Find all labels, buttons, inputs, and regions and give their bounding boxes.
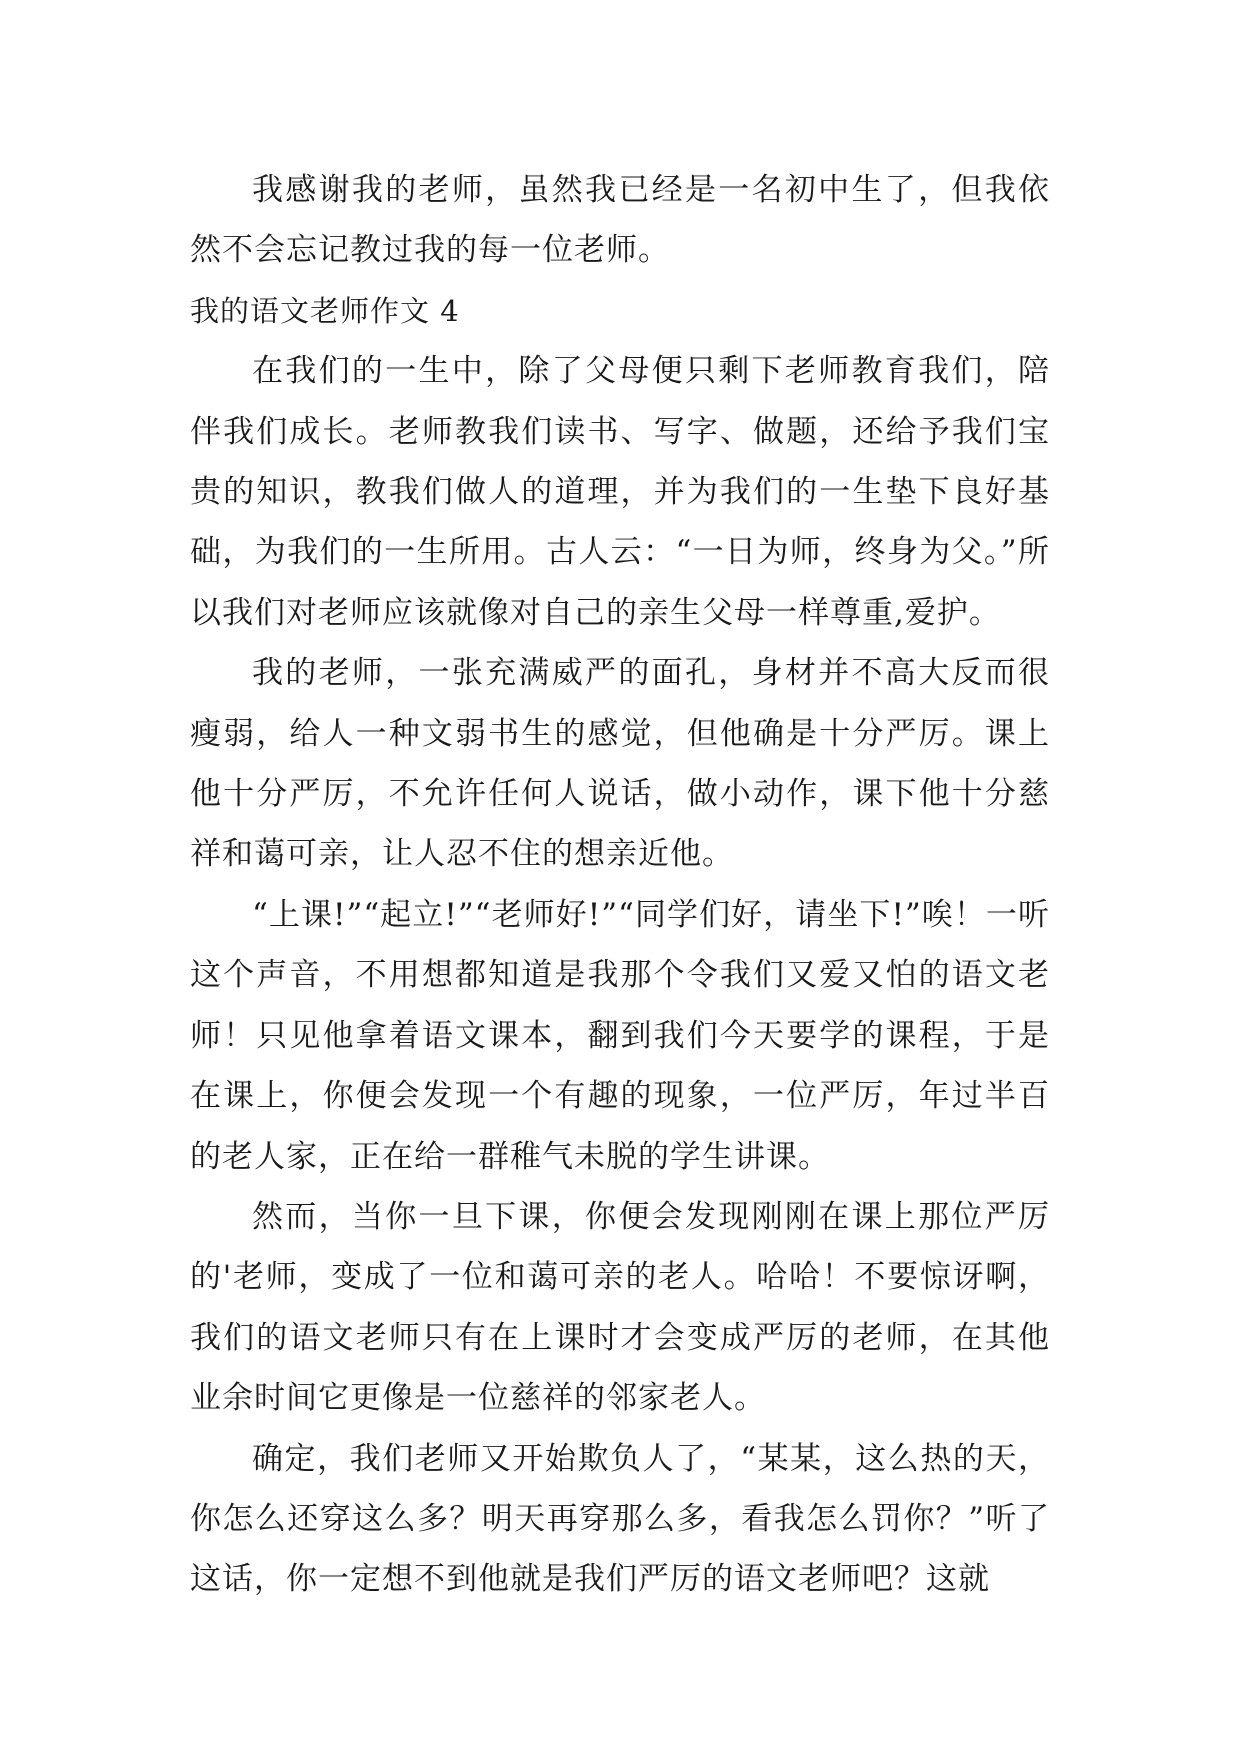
paragraph-intro: 在我们的一生中，除了父母便只剩下老师教育我们，陪伴我们成长。老师教我们读书、写字、做题，还给予我们宝贵的知识，教我们做人的道理，并为我们的一生垫下良好基础，为我们的一生所用。古人云：“一日为师，终身为父。”所以我们对老师应该就像对自己的亲生父母一样尊重,爱护。 bbox=[190, 353, 1050, 631]
paragraph-thanks: 我感谢我的老师，虽然我已经是一名初中生了，但我依然不会忘记教过我的每一位老师。 bbox=[190, 172, 1050, 269]
paragraph-teacher-description: 我的老师，一张充满威严的面孔，身材并不高大反而很瘦弱，给人一种文弱书生的感觉，但他确是十分严厉。课上他十分严厉，不允许任何人说话，做小动作，课下他十分慈祥和蔼可亲，让人忍不住的想亲近他。 bbox=[190, 655, 1050, 873]
paragraph-teasing: 确定，我们老师又开始欺负人了，“某某，这么热的天，你怎么还穿这么多？明天再穿那么多，看我怎么罚你？”听了这话，你一定想不到他就是我们严厉的语文老师吧？这就 bbox=[190, 1440, 1050, 1598]
paragraph-after-class: 然而，当你一旦下课，你便会发现刚刚在课上那位严厉的'老师，变成了一位和蔼可亲的老人。哈哈！不要惊讶啊，我们的语文老师只有在上课时才会变成严厉的老师，在其他业余时间它更像是一位慈祥的邻家老人。 bbox=[190, 1198, 1050, 1417]
document-body bbox=[190, 160, 1050, 1610]
essay-heading: 我的语文老师作文 4 bbox=[190, 293, 460, 328]
paragraph-class-scene: “上课!”“起立!”“老师好!”“同学们好，请坐下!”唉！一听这个声音，不用想都知道是我那个令我们又爱又怕的语文老师！只见他拿着语文课本，翻到我们今天要学的课程，于是在课上，你便会发现一个有趣的现象，一位严厉，年过半百的老人家，正在给一群稚气未脱的学生讲课。 bbox=[190, 896, 1050, 1175]
